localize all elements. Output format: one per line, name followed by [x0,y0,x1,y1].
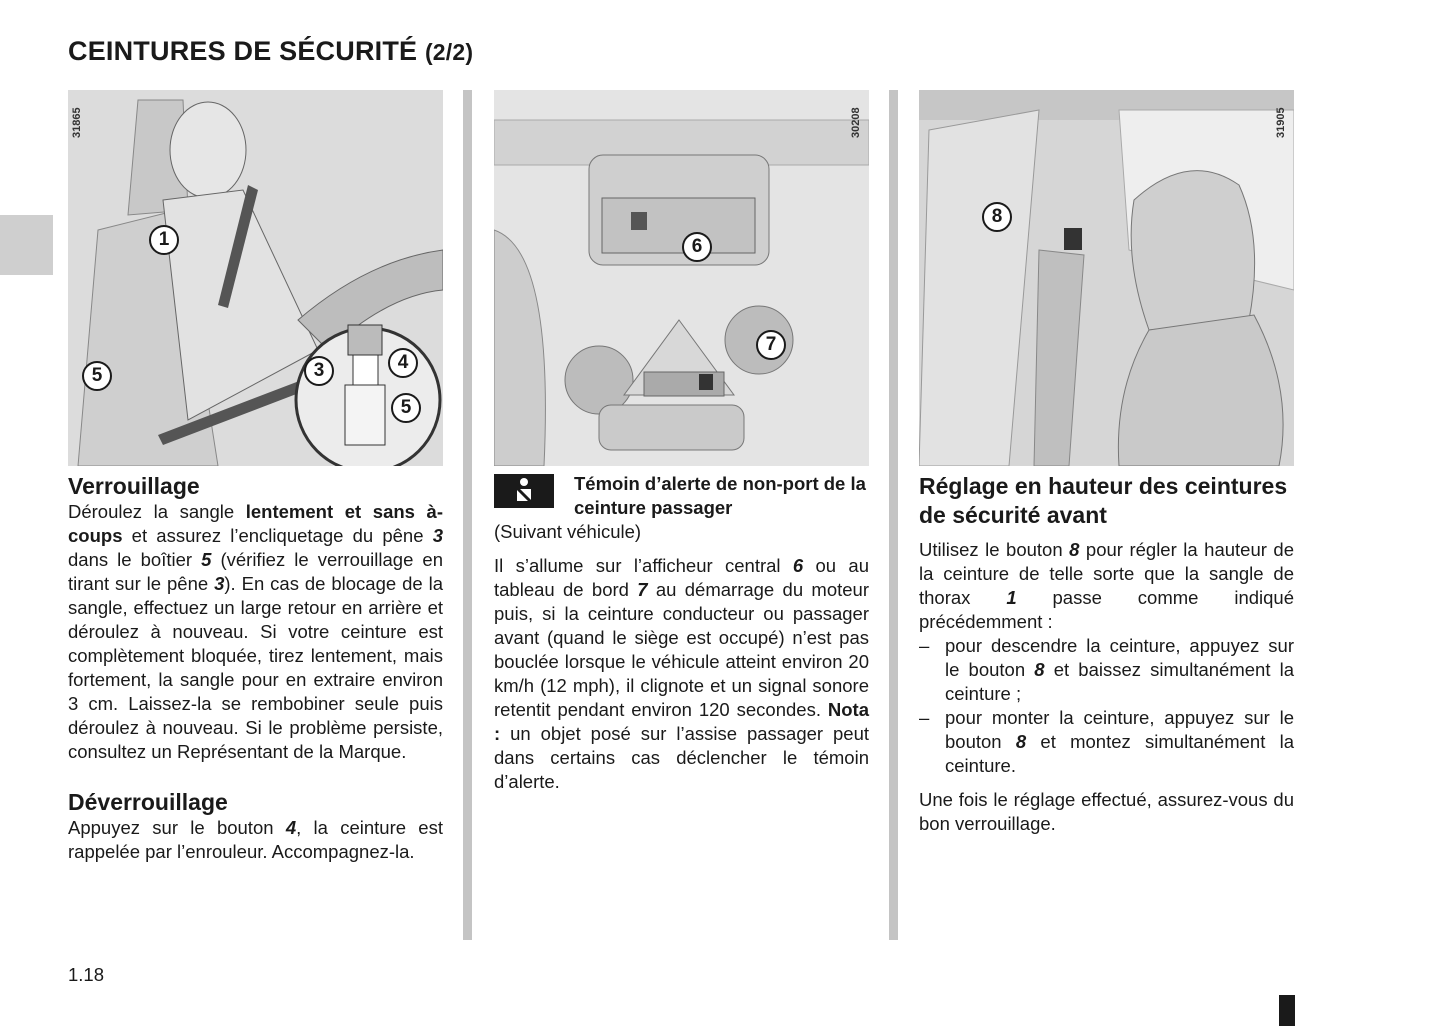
list-item: – pour descendre la ceinture, appuyez sur le bouton 8 et baissez simultanément la ceinture ; [919,635,1295,704]
figure-code: 30208 [850,107,862,138]
column-divider [463,90,472,940]
chapter-tab [0,215,53,275]
list-item: – pour monter la ceinture, appuyez sur le bouton 8 et montez simultanément la ceinture. [919,707,1295,776]
reglage-outro: Une fois le réglage effectué, assurez-vous du bon verrouillage. [919,789,1294,834]
section-title-deverrouillage: Déverrouillage [68,789,228,815]
callout-7: 7 [756,330,786,360]
column-locking [68,472,443,864]
column-divider [889,90,898,940]
reglage-intro: Utilisez le bouton 8 pour régler la hauteur de la ceinture de telle sorte que la sangle de thorax 1 passe comme indiqué précédemment : [919,539,1294,632]
figure-code: 31905 [1275,107,1287,138]
seatbelt-warning-icon [494,474,554,508]
corner-mark [1279,995,1295,1026]
warning-body: Il s’allume sur l’afficheur central 6 ou au tableau de bord 7 au démarrage du moteur puis, si la ceinture conducteur ou passager avant (quand le siège est occupé) n’est pas bouclée lorsque le véhicule atteint environ 20 km/h (12 mph), il clignote et un signal sonore retentit pendant environ 120 secondes. Nota : un objet posé sur l’assise passager peut dans certains cas déclencher le témoin d’alerte. [494,555,870,792]
warning-header [494,472,869,520]
callout-5-detail: 5 [391,393,421,423]
verrouillage-text: Déroulez la sangle lentement et sans à-coups et assurez l’encliquetage du pêne 3 dans le boîtier 5 (vérifiez le verrouillage en tirant sur le pêne 3). En cas de blocage de la sangle, effectuez un large retour en arrière et déroulez à nouveau. Si votre ceinture est complètement bloquée, tirez lentement, mais fortement, la sangle pour en extraire environ 3 cm. Laissez-la se rembobiner seule puis déroulez à nouveau. Si le problème persiste, consultez un Représentant de la Marque. [68,501,443,762]
section-title-reglage: Réglage en hauteur des ceintures de sécurité avant [919,473,1288,528]
figure-seatbelt-locking [68,90,443,466]
deverrouillage-text: Appuyez sur le bouton 4, la ceinture est rappelée par l’enrouleur. Accompagnez-la. [68,817,443,862]
figure-code: 31865 [71,107,83,138]
callout-4: 4 [388,348,418,378]
column-height-adjust [919,472,1294,836]
column-warning [494,472,869,794]
callout-5: 5 [82,361,112,391]
callout-3: 3 [304,356,334,386]
callout-6: 6 [682,232,712,262]
callout-1: 1 [149,225,179,255]
figure-height-adjuster [919,90,1294,466]
warning-note: (Suivant véhicule) [494,521,642,542]
section-title-verrouillage: Verrouillage [68,473,200,499]
warning-title: Témoin d’alerte de non-port de la ceinture passager [574,473,866,518]
figure-dashboard-warning [494,90,869,466]
callout-8: 8 [982,202,1012,232]
page-number: 1.18 [68,964,105,985]
page-title: CEINTURES DE SÉCURITÉ (2/2) [68,36,474,66]
